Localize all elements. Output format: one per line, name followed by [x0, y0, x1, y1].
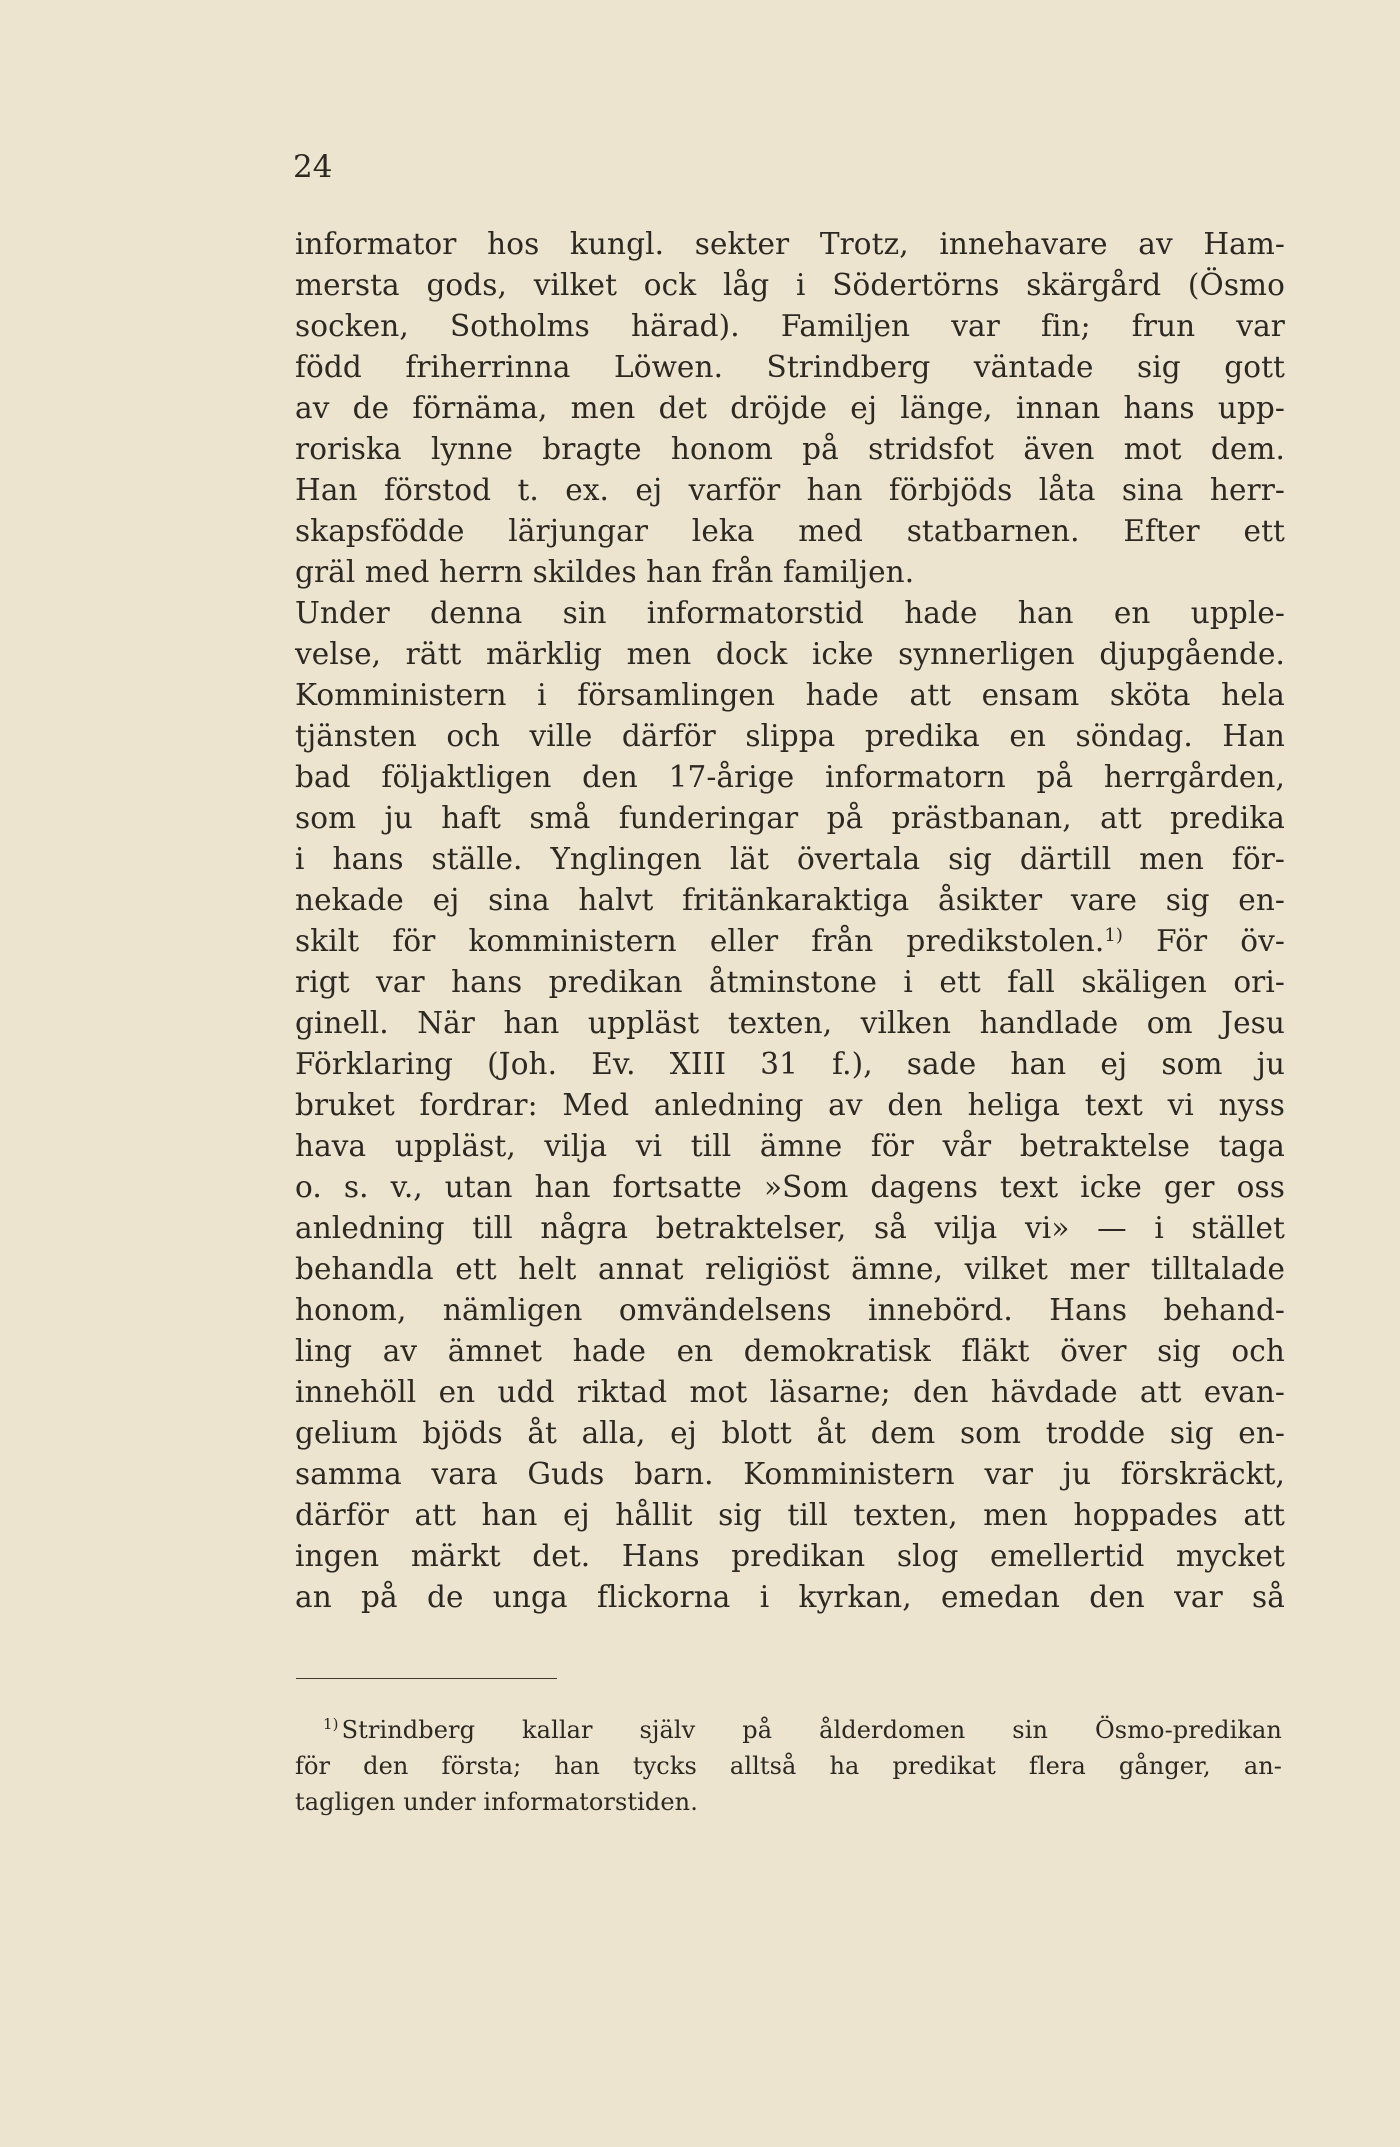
text-line: Han förstod t. ex. ej varför han förbjöds låta sina herr- [295, 473, 1285, 507]
text-line: an på de unga flickorna i kyrkan, emedan den var så [295, 1580, 1285, 1614]
text-line-part: För öv- [1156, 924, 1285, 958]
text-line-part: skilt för komministern eller från predikstolen. [295, 924, 1105, 958]
footnote-line [295, 1712, 1282, 1748]
text-line: roriska lynne bragte honom på stridsfot även mot dem. [295, 432, 1285, 466]
text-line: velse, rätt märklig men dock icke synnerligen djupgående. [295, 637, 1285, 671]
page-number: 24 [293, 149, 333, 185]
text-line: född friherrinna Löwen. Strindberg väntade sig gott [295, 350, 1285, 384]
text-line: bruket fordrar: Med anledning av den heliga text vi nyss [295, 1088, 1285, 1122]
text-line: som ju haft små funderingar på prästbanan, att predika [295, 801, 1285, 835]
text-line: informator hos kungl. sekter Trotz, innehavare av Ham- [295, 227, 1285, 261]
text-line: behandla ett helt annat religiöst ämne, vilket mer tilltalade [295, 1252, 1285, 1286]
text-line-with-footnote-ref [295, 921, 1285, 962]
text-line: skapsfödde lärjungar leka med statbarnen. Efter ett [295, 514, 1285, 548]
text-line: av de förnäma, men det dröjde ej länge, innan hans upp- [295, 391, 1285, 425]
text-line: Komministern i församlingen hade att ensam sköta hela [295, 678, 1285, 712]
text-line: hava uppläst, vilja vi till ämne för vår betraktelse taga [295, 1129, 1285, 1163]
text-line: ingen märkt det. Hans predikan slog emellertid mycket [295, 1539, 1285, 1573]
footnote-marker: 1) [323, 1715, 339, 1733]
text-line: honom, nämligen omvändelsens innebörd. Hans behand- [295, 1293, 1285, 1327]
text-line: socken, Sotholms härad). Familjen var fin; frun var [295, 309, 1285, 343]
text-line: gelium bjöds åt alla, ej blott åt dem som trodde sig en- [295, 1416, 1285, 1450]
text-line: samma vara Guds barn. Komministern var ju förskräckt, [295, 1457, 1285, 1491]
text-line: innehöll en udd riktad mot läsarne; den hävdade att evan- [295, 1375, 1285, 1409]
footnote-line: tagligen under informatorstiden. [295, 1788, 698, 1816]
footnote-divider [296, 1678, 557, 1679]
text-line: anledning till några betraktelser, så vilja vi» — i stället [295, 1211, 1285, 1245]
text-line: Förklaring (Joh. Ev. XIII 31 f.), sade han ej som ju [295, 1047, 1285, 1081]
text-line: i hans ställe. Ynglingen lät övertala sig därtill men för- [295, 842, 1285, 876]
text-line: bad följaktligen den 17-årige informatorn på herrgården, [295, 760, 1285, 794]
text-line: mersta gods, vilket ock låg i Södertörns skärgård (Ösmo [295, 268, 1285, 302]
text-line: gräl med herrn skildes han från familjen. [295, 555, 915, 589]
footnote-line: för den första; han tycks alltså ha predikat flera gånger, an- [295, 1752, 1282, 1780]
footnote [295, 1712, 1282, 1820]
text-line: tjänsten och ville därför slippa predika en söndag. Han [295, 719, 1285, 753]
text-line: ling av ämnet hade en demokratisk fläkt över sig och [295, 1334, 1285, 1368]
text-line: o. s. v., utan han fortsatte »Som dagens text icke ger oss [295, 1170, 1285, 1204]
text-line: därför att han ej hållit sig till texten, men hoppades att [295, 1498, 1285, 1532]
footnote-line-text: Strindberg kallar själv på ålderdomen sin Ösmo-predikan [341, 1716, 1282, 1744]
text-line: ginell. När han uppläst texten, vilken handlade om Jesu [295, 1006, 1285, 1040]
text-line: Under denna sin informatorstid hade han en upple- [295, 596, 1285, 630]
body-text [295, 224, 1285, 1618]
text-line: rigt var hans predikan åtminstone i ett fall skäligen ori- [295, 965, 1285, 999]
text-line: nekade ej sina halvt fritänkaraktiga åsikter vare sig en- [295, 883, 1285, 917]
footnote-reference: 1) [1104, 925, 1124, 946]
